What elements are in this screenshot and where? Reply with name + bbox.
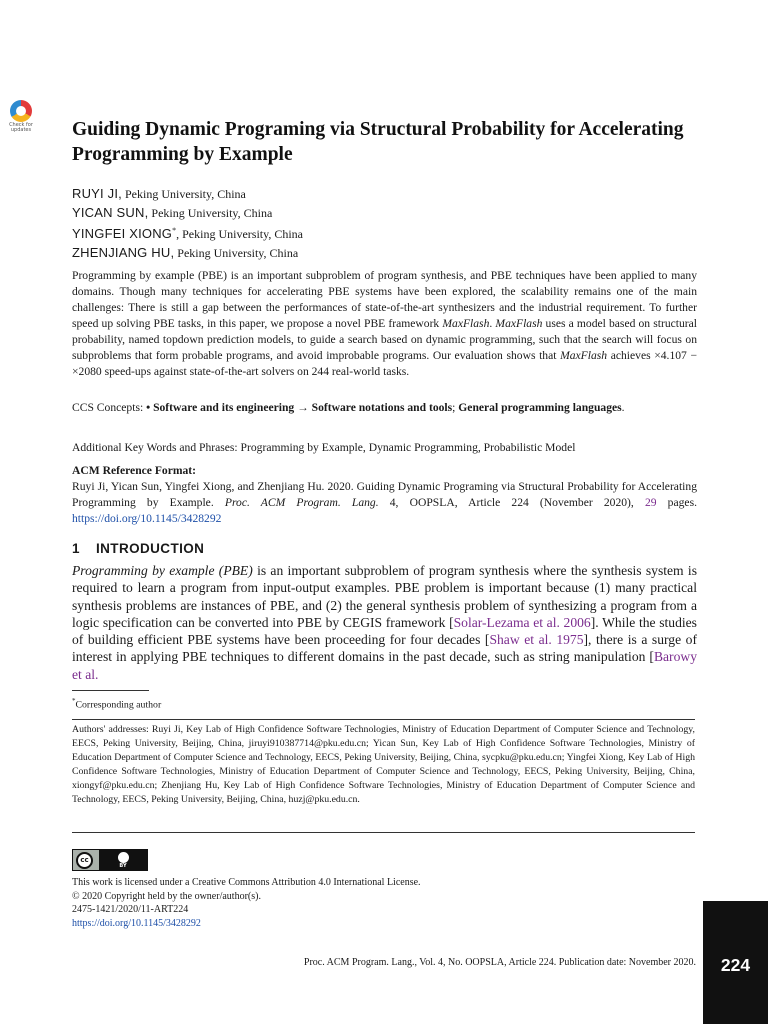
badge-label: Check for updates	[9, 122, 33, 133]
introduction-text: Programming by example (PBE) is an important subproblem of program synthesis where the synthesis system is required to learn a program from input-output examples. PBE problem is important because (1) many practical synthesis problems are instances of PBE, and (2) the general synthesis problem of synthesizing a program from a logic specification can be converted into PBE by CEGIS framework [Solar-Lezama et al. 2006]. While the studies of building efficient PBE systems have been proceeding for four decades [Shaw et al. 1975], there is a surge of interest in applying PBE techniques to different domains in the past decade, such as string manipulation [Barowy et al.	[72, 563, 697, 682]
citation-link[interactable]: Shaw et al. 1975	[489, 632, 584, 648]
by-attribution-icon: BY	[99, 850, 147, 870]
author-entry: YINGFEI XIONG*, Peking University, China	[72, 226, 304, 241]
check-for-updates-badge[interactable]	[2, 100, 40, 140]
paper-title: Guiding Dynamic Programing via Structural Probability for Accelerating Programming by Example	[72, 119, 684, 165]
divider	[72, 719, 695, 720]
author-list	[72, 185, 712, 262]
page-count-link[interactable]: 29	[644, 496, 657, 509]
footnote: *Corresponding author	[72, 697, 162, 711]
license-doi-link[interactable]: https://doi.org/10.1145/3428292	[72, 917, 201, 929]
footnote-rule	[72, 690, 149, 691]
cc-by-license-badge[interactable]	[72, 849, 148, 871]
running-footer: Proc. ACM Program. Lang., Vol. 4, No. OOPSLA, Article 224. Publication date: November 2020.	[303, 957, 696, 968]
section-heading: 1 INTRODUCTION	[72, 541, 205, 556]
author-entry: RUYI JI, Peking University, China	[72, 186, 246, 201]
citation-link[interactable]: Solar-Lezama et al. 2006	[453, 614, 591, 630]
license-block: This work is licensed under a Creative Commons Attribution 4.0 International License. © 2020 Copyright held by the owner/author(s). 2475-1421/2020/11-ART224 https://doi.org/10.1145/3428292	[72, 877, 421, 929]
page-number: 224	[720, 955, 751, 975]
author-entry: YICAN SUN, Peking University, China	[72, 204, 273, 220]
ccs-concepts: CCS Concepts: • Software and its engineering → Software notations and tools; General programming languages.	[72, 401, 625, 414]
divider	[72, 832, 695, 833]
keywords: Additional Key Words and Phrases: Programming by Example, Dynamic Programming, Probabilistic Model	[72, 441, 576, 454]
acm-reference-format: ACM Reference Format: Ruyi Ji, Yican Sun, Yingfei Xiong, and Zhenjiang Hu. 2020. Guiding Dynamic Programing via Structural Probability for Accelerating Programming by Example. Proc. ACM Program. Lang. 4, OOPSLA, Article 224 (November 2020), 29 pages. https://doi.org/10.1145/3428292	[72, 464, 697, 525]
crossmark-icon	[10, 100, 32, 122]
acm-reference-heading: ACM Reference Format:	[72, 464, 197, 477]
abstract: Programming by example (PBE) is an important subproblem of program synthesis, and PBE techniques have been applied to many domains. Though many techniques for accelerating PBE systems have been explored, the scalability remains one of the main challenges: There is still a gap between the performances of state-of-the-art synthesizers and the industrial requirement. To further speed up solving PBE tasks, in this paper, we propose a novel PBE framework MaxFlash. MaxFlash uses a model based on structural probability, named topdown prediction models, to guide a search based on dynamic programming, such that the search will focus on subproblems that form probable programs, and avoid improbable programs. Our evaluation shows that MaxFlash achieves ×4.107 − ×2080 speed-ups against state-of-the-art solvers on 244 real-world tasks.	[72, 269, 698, 378]
author-addresses: Authors' addresses: Ruyi Ji, Key Lab of High Confidence Software Technologies, Ministry of Education Department of Computer Science and Technology, EECS, Peking University, Beijing, China, jiruyi910387714@pku.edu.cn; Yican Sun, Key Lab of High Confidence Software Technologies, Ministry of Education Department of Computer Science and Technology, EECS, Peking University, Beijing, China, sycpku@pku.edu.cn; Yingfei Xiong, Key Lab of High Confidence Software Technologies, Ministry of Education Department of Computer Science and Technology, EECS, Peking University, Beijing, China, xiongyf@pku.edu.cn; Zhenjiang Hu, Key Lab of High Confidence Software Technologies, Ministry of Education Department of Computer Science and Technology, EECS, Peking University, Beijing, China, huzj@pku.edu.cn.	[72, 724, 695, 806]
doi-link[interactable]: https://doi.org/10.1145/3428292	[72, 512, 222, 525]
creative-commons-icon: cc	[76, 852, 93, 869]
citation-link[interactable]: Barowy et al.	[72, 649, 697, 682]
author-entry: ZHENJIANG HU, Peking University, China	[72, 244, 299, 260]
